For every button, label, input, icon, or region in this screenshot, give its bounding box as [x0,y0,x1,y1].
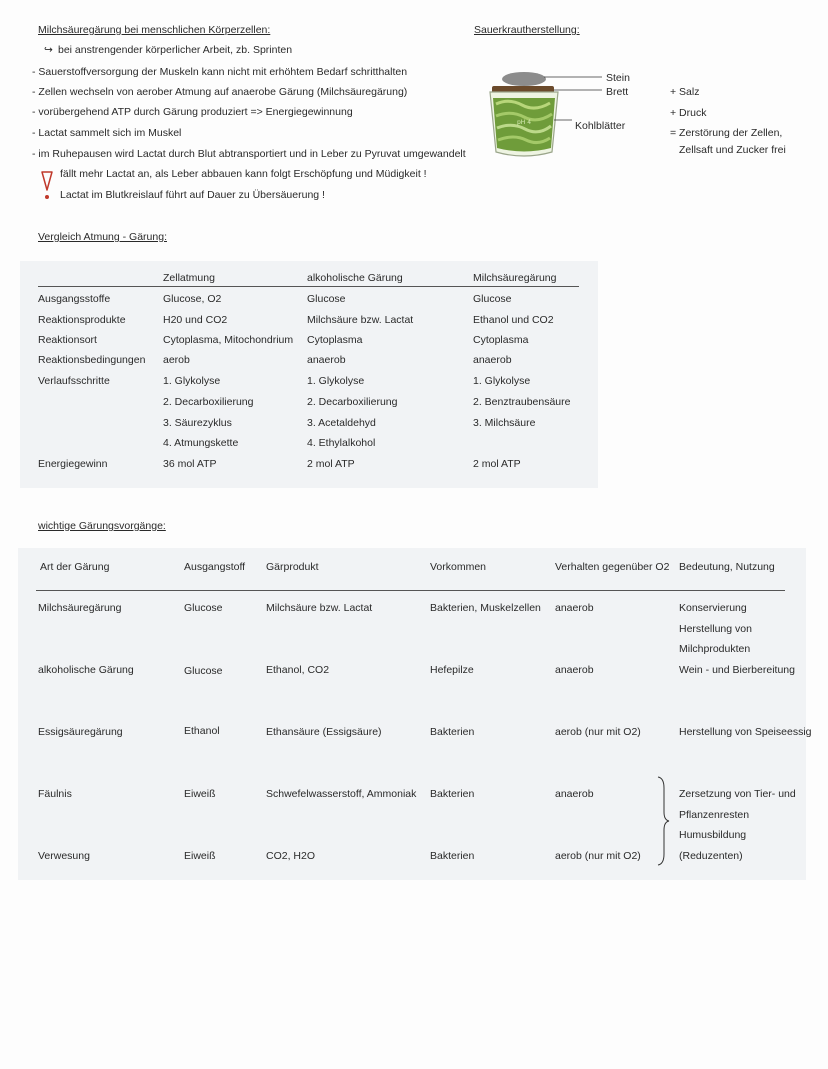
sauerkraut-note: = Zerstörung der Zellen, [670,127,783,139]
cell-vorkommen: Bakterien [430,788,475,800]
cell-ausgangstoff: Eiweiß [184,850,216,862]
lactic-bullet: - Lactat sammelt sich im Muskel [32,127,182,139]
cell-milchsaeure: Ethanol und CO2 [473,314,554,326]
jar-ph-label: pH 4 [517,119,532,126]
sauerkraut-note: Zellsaft und Zucker frei [679,144,786,156]
cell-bedeutung: Herstellung von Speiseessig [679,726,812,738]
ferment-table [18,548,812,880]
cell-milchsaeure: 2 mol ATP [473,458,521,470]
cell-zellatmung: 1. Glykolyse [163,375,221,387]
cell-vorkommen: Bakterien [430,726,475,738]
ferment-header: Verhalten gegenüber O2 [555,561,670,573]
sauerkraut-note: + Druck [670,107,707,119]
cell-vorkommen: Bakterien, Muskelzellen [430,602,541,614]
cell-art: Verwesung [38,850,90,862]
cell-zellatmung: Cytoplasma, Mitochondrium [163,334,294,346]
cell-zellatmung: aerob [163,354,190,366]
cell-ausgangstoff: Glucose [184,602,223,614]
lactic-title: Milchsäuregärung bei menschlichen Körperzellen: [38,24,271,36]
cell-milchsaeure: anaerob [473,354,512,366]
ferment-header-divider [36,590,785,591]
lactic-bullet: - Zellen wechseln von aerober Atmung auf anaerobe Gärung (Milchsäuregärung) [32,86,408,98]
cell-verhalten: aerob (nur mit O2) [555,726,641,738]
cell-bedeutung: Pflanzenresten [679,809,750,821]
cell-verhalten: anaerob [555,788,594,800]
row-label: Ausgangsstoffe [38,293,111,305]
cell-bedeutung: Konservierung [679,602,747,614]
cell-bedeutung: Humusbildung [679,829,747,841]
cell-alkoholisch: Cytoplasma [307,334,363,346]
lactic-bullet: - Sauerstoffversorgung der Muskeln kann nicht mit erhöhtem Bedarf schritthalten [32,66,408,78]
cell-ausgangstoff: Eiweiß [184,788,216,800]
row-label: Reaktionsbedingungen [38,354,146,366]
ferment-header: Gärprodukt [266,561,319,573]
lactic-sub [44,44,292,56]
lactic-warning-1: fällt mehr Lactat an, als Leber abbauen kann folgt Erschöpfung und Müdigkeit ! [60,168,427,180]
cell-verhalten: anaerob [555,664,594,676]
warning-icon [41,171,53,201]
cell-verhalten: anaerob [555,602,594,614]
sauerkraut-jar-illustration [484,68,604,164]
cell-art: Milchsäuregärung [38,602,122,614]
row-label: Reaktionsort [38,334,97,346]
cell-zellatmung: 2. Decarboxilierung [163,396,254,408]
compare-header: alkoholische Gärung [307,272,403,284]
cell-alkoholisch: 1. Glykolyse [307,375,365,387]
cell-ausgangstoff: Ethanol [184,725,220,737]
cell-vorkommen: Bakterien [430,850,475,862]
compare-header-divider [38,286,579,287]
cell-milchsaeure: Glucose [473,293,512,305]
cell-verhalten: aerob (nur mit O2) [555,850,641,862]
label-kohlblaetter: Kohlblätter [575,120,626,132]
ferment-title: wichtige Gärungsvorgänge: [38,520,166,532]
cell-gaerprodukt: CO2, H2O [266,850,316,862]
cell-vorkommen: Hefepilze [430,664,474,676]
cell-gaerprodukt: Ethansäure (Essigsäure) [266,726,382,738]
row-label: Verlaufsschritte [38,375,110,387]
cell-bedeutung: Wein - und Bierbereitung [679,664,795,676]
cell-alkoholisch: 2 mol ATP [307,458,355,470]
ferment-header: Vorkommen [430,561,487,573]
lactic-warning-2: Lactat im Blutkreislauf führt auf Dauer zu Übersäuerung ! [60,189,325,201]
cell-ausgangstoff: Glucose [184,665,223,677]
cell-zellatmung: Glucose, O2 [163,293,222,305]
cell-bedeutung: Zersetzung von Tier- und [679,788,796,800]
cell-gaerprodukt: Schwefelwasserstoff, Ammoniak [266,788,417,800]
ferment-header: Bedeutung, Nutzung [679,561,775,573]
cell-zellatmung: H20 und CO2 [163,314,228,326]
label-stein: Stein [606,72,630,84]
cell-milchsaeure: 1. Glykolyse [473,375,531,387]
cell-bedeutung: Milchprodukten [679,643,751,655]
sauerkraut-title: Sauerkrautherstellung: [474,24,580,36]
lactic-sub-text: bei anstrengender körperlicher Arbeit, zb. Sprinten [58,44,293,56]
ferment-header: Art der Gärung [40,561,110,573]
cell-alkoholisch: 3. Acetaldehyd [307,417,376,429]
lactic-bullet: - vorübergehend ATP durch Gärung produziert => Energiegewinnung [32,106,353,118]
cell-milchsaeure: Cytoplasma [473,334,529,346]
cell-alkoholisch: Glucose [307,293,346,305]
cell-art: Essigsäuregärung [38,726,123,738]
cell-alkoholisch: Milchsäure bzw. Lactat [307,314,414,326]
sauerkraut-note: + Salz [670,86,700,98]
cell-art: alkoholische Gärung [38,664,134,676]
row-label: Energiegewinn [38,458,108,470]
cell-bedeutung: Herstellung von [679,623,752,635]
cell-zellatmung: 4. Atmungskette [163,437,239,449]
compare-title: Vergleich Atmung - Gärung: [38,231,167,243]
cell-milchsaeure: 2. Benztraubensäure [473,396,571,408]
cell-alkoholisch: 2. Decarboxilierung [307,396,398,408]
ferment-header: Ausgangstoff [184,561,246,573]
cell-bedeutung: (Reduzenten) [679,850,743,862]
cell-zellatmung: 3. Säurezyklus [163,417,232,429]
lactic-bullet: - im Ruhepausen wird Lactat durch Blut abtransportiert und in Leber zu Pyruvat umgewandelt [32,148,466,160]
curly-brace-icon [654,776,670,866]
cell-milchsaeure: 3. Milchsäure [473,417,536,429]
cell-art: Fäulnis [38,788,72,800]
cell-zellatmung: 36 mol ATP [163,458,217,470]
cell-alkoholisch: anaerob [307,354,346,366]
label-brett: Brett [606,86,629,98]
row-label: Reaktionsprodukte [38,314,126,326]
cell-gaerprodukt: Ethanol, CO2 [266,664,330,676]
compare-table [20,261,598,488]
compare-header: Zellatmung [163,272,215,284]
cell-gaerprodukt: Milchsäure bzw. Lactat [266,602,373,614]
cell-alkoholisch: 4. Ethylalkohol [307,437,376,449]
compare-header: Milchsäuregärung [473,272,557,284]
return-arrow-icon: ↪ [44,44,53,56]
